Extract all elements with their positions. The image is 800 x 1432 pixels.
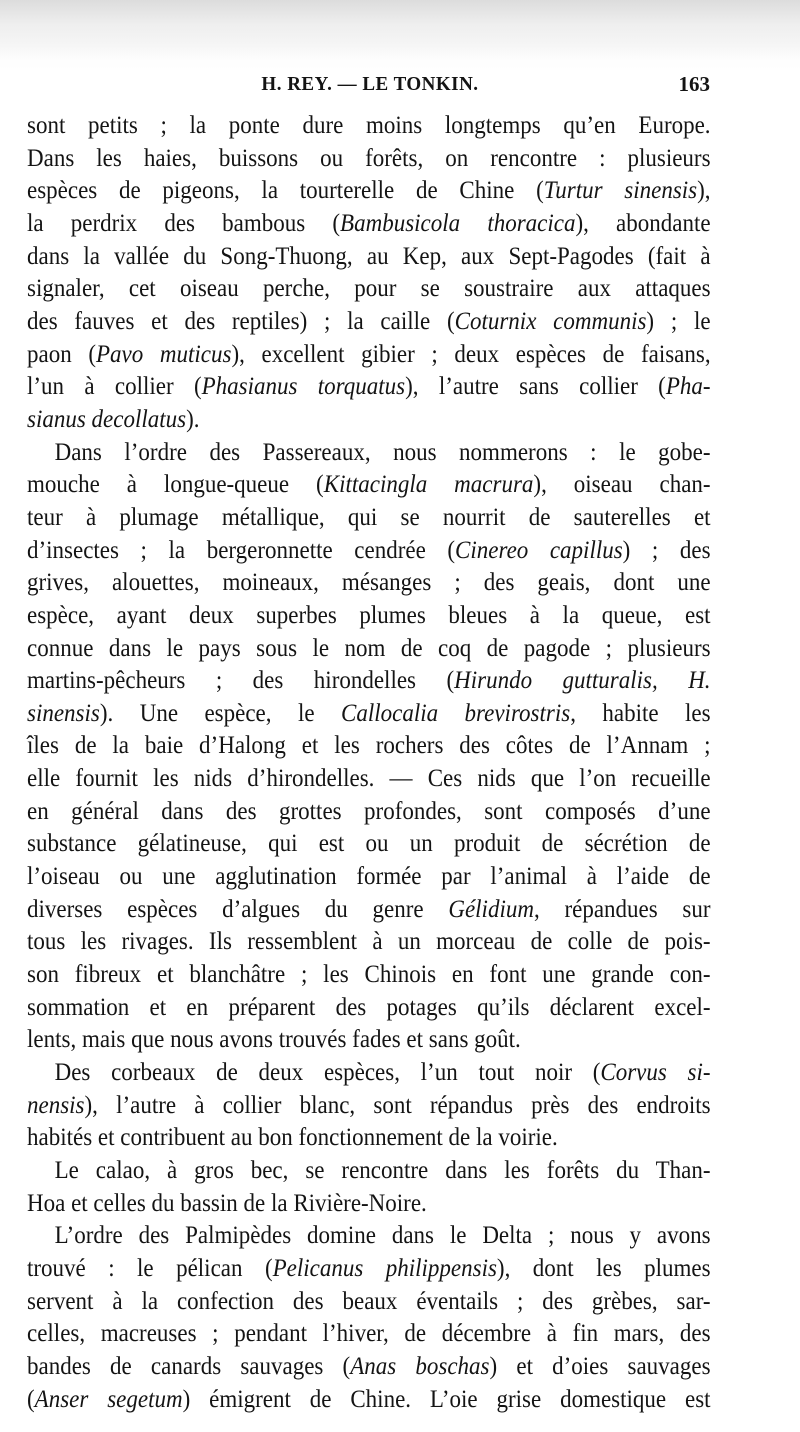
text-run: ( <box>27 1385 35 1413</box>
text-run: connue dans le pays sous le nom de coq de pagode ; plusieurs <box>27 634 711 662</box>
text-line <box>27 1351 711 1384</box>
text-run: espèce, ayant deux superbes plumes bleues à la queue, est <box>27 601 711 629</box>
text-run: paon ( <box>27 340 96 368</box>
text-line <box>27 959 711 992</box>
italic-term: Corvus si- <box>600 1059 711 1087</box>
text-line <box>27 796 711 829</box>
italic-term: Anser segetum <box>34 1385 183 1413</box>
text-run: celles, macreuses ; pendant l’hiver, de décembre à fin mars, des <box>27 1320 711 1348</box>
text-run: sont petits ; la ponte dure moins longtemps qu’en Europe. <box>27 112 711 139</box>
text-run: L’ordre des Palmipèdes domine dans le Delta ; nous y avons <box>54 1222 711 1250</box>
text-line <box>27 730 711 763</box>
text-run: elle fournit les nids d’hirondelles. — Ces nids que l’on recueille <box>27 765 711 793</box>
text-line <box>27 992 711 1025</box>
scan-shadow <box>0 0 800 60</box>
text-run: ), excellent gibier ; deux espèces de faisans, <box>231 340 711 368</box>
text-line <box>27 1155 711 1188</box>
text-line <box>27 273 711 306</box>
text-run: tous les rivages. Ils ressemblent à un morceau de colle de pois- <box>27 928 711 956</box>
text-run: grives, alouettes, moineaux, mésanges ; des geais, dont une <box>27 569 711 597</box>
text-run: ) ; des <box>622 536 711 564</box>
text-run: la perdrix des bambous ( <box>27 209 341 237</box>
text-run: espèces de pigeons, la tourterelle de Chine ( <box>27 177 544 205</box>
text-run: Dans les haies, buissons ou forêts, on rencontre : plusieurs <box>27 144 711 172</box>
text-run: des fauves et des reptiles) ; la caille ( <box>27 307 455 335</box>
text-line <box>27 1188 711 1221</box>
text-run: ), l’autre à collier blanc, sont répandus près des endroits <box>84 1091 711 1119</box>
italic-term: Pavo muticus <box>96 340 232 368</box>
text-run: îles de la baie d’Halong et les rochers des côtes de l’Annam ; <box>27 732 711 760</box>
text-line <box>27 1253 711 1286</box>
text-run: d’insectes ; la bergeronnette cendrée ( <box>27 536 456 564</box>
body-text <box>27 110 711 1416</box>
text-run: Le calao, à gros bec, se rencontre dans les forêts du Than- <box>54 1157 711 1184</box>
page-header <box>30 74 710 102</box>
text-line <box>27 1057 711 1090</box>
text-run: Des corbeaux de deux espèces, l’un tout noir ( <box>54 1059 601 1087</box>
text-line <box>27 437 711 470</box>
text-line <box>27 1318 711 1351</box>
text-line <box>27 600 711 633</box>
text-run: ) émigrent de Chine. L’oie grise domestique est <box>182 1385 711 1413</box>
text-run: ), abondante <box>575 209 711 237</box>
text-run: ), l’autre sans collier ( <box>405 373 666 401</box>
text-line <box>27 143 711 176</box>
italic-term: Coturnix communis <box>454 307 647 335</box>
text-run: ). Une espèce, le <box>99 699 341 727</box>
text-run: Dans l’ordre des Passereaux, nous nommerons : le gobe- <box>54 438 711 466</box>
italic-term: Gélidium <box>448 895 534 923</box>
text-run: lents, mais que nous avons trouvés fades et sans goût. <box>27 1026 521 1054</box>
text-line <box>27 175 711 208</box>
italic-term: sinensis <box>27 699 100 727</box>
text-line <box>27 306 711 339</box>
text-line <box>27 339 711 372</box>
text-run: sommation et en préparent des potages qu’ils déclarent excel- <box>27 993 711 1021</box>
text-line <box>27 828 711 861</box>
italic-term: Cinereo capillus <box>455 536 623 564</box>
italic-term: sianus decollatus <box>27 405 187 433</box>
text-run: ) et d’oies sauvages <box>489 1352 711 1380</box>
page-number: 163 <box>678 72 710 96</box>
text-line <box>27 1122 711 1155</box>
text-line <box>27 894 711 927</box>
text-run: martins-pêcheurs ; des hirondelles ( <box>27 667 455 695</box>
text-run: ). <box>186 405 200 433</box>
italic-term: Pelicanus philippensis <box>272 1254 497 1282</box>
text-line <box>27 861 711 894</box>
text-run: ), dont les plumes <box>496 1254 711 1282</box>
text-line <box>27 1286 711 1319</box>
text-run: diverses espèces d’algues du genre <box>27 895 449 923</box>
text-line <box>27 110 711 143</box>
text-line <box>27 665 711 698</box>
text-run: , répandues sur <box>533 895 711 923</box>
text-run: trouvé : le pélican ( <box>27 1254 273 1282</box>
text-run: l’un à collier ( <box>27 373 202 401</box>
text-line <box>27 1024 711 1057</box>
italic-term: Turtur sinensis <box>543 177 698 205</box>
italic-term: Kittacingla macrura <box>323 471 534 499</box>
italic-term: Bambusicola thoracica <box>340 209 576 237</box>
text-run: dans la vallée du Song-Thuong, au Kep, aux Sept-Pagodes (fait à <box>27 242 711 270</box>
text-run: bandes de canards sauvages ( <box>27 1352 351 1380</box>
italic-term: Hirundo gutturalis, H. <box>454 667 711 695</box>
italic-term: Callocalia brevirostris <box>340 699 571 727</box>
text-run: ), oiseau chan- <box>533 471 711 499</box>
text-run: signaler, cet oiseau perche, pour se soustraire aux attaques <box>27 275 711 303</box>
text-run: habités et contribuent au bon fonctionnement de la voirie. <box>27 1124 558 1152</box>
text-line <box>27 1384 711 1417</box>
text-run: teur à plumage métallique, qui se nourrit de sauterelles et <box>27 503 711 531</box>
italic-term: Anas boschas <box>350 1352 490 1380</box>
text-run: Hoa et celles du bassin de la Rivière-Noire. <box>27 1189 427 1217</box>
italic-term: nensis <box>27 1091 85 1119</box>
text-line <box>27 371 711 404</box>
text-line <box>27 241 711 274</box>
text-line <box>27 1220 711 1253</box>
text-run: en général dans des grottes profondes, sont composés d’une <box>27 797 711 825</box>
text-line <box>27 698 711 731</box>
text-line <box>27 208 711 241</box>
text-line <box>27 502 711 535</box>
text-run: servent à la confection des beaux éventails ; des grèbes, sar- <box>27 1287 711 1315</box>
text-run: mouche à longue-queue ( <box>27 471 324 499</box>
text-run: substance gélatineuse, qui est ou un produit de sécrétion de <box>27 830 711 858</box>
text-line <box>27 633 711 666</box>
text-line <box>27 469 711 502</box>
text-run: l’oiseau ou une agglutination formée par l’animal à l’aide de <box>27 863 711 891</box>
text-line <box>27 567 711 600</box>
text-line <box>27 926 711 959</box>
text-run: ), <box>697 177 711 205</box>
text-run: son fibreux et blanchâtre ; les Chinois en font une grande con- <box>27 961 711 989</box>
text-line <box>27 1090 711 1123</box>
italic-term: Phasianus torquatus <box>201 373 406 401</box>
text-line <box>27 535 711 568</box>
text-run: , habite les <box>570 699 711 727</box>
text-line <box>27 763 711 796</box>
italic-term: Pha- <box>665 373 711 401</box>
text-line <box>27 404 711 437</box>
running-title: H. REY. — LE TONKIN. <box>261 73 479 96</box>
text-run: ) ; le <box>646 307 711 335</box>
